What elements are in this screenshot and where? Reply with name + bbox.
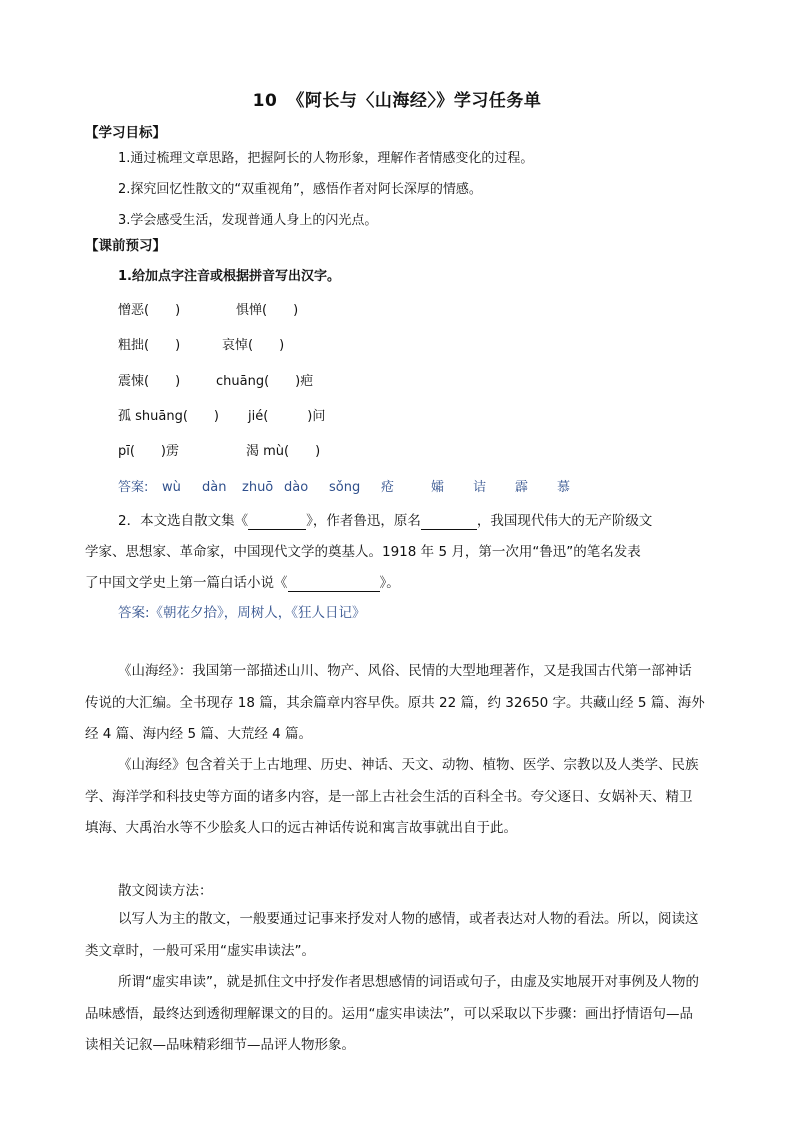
preview-heading: 【课前预习】 <box>85 238 166 254</box>
exercise-item: 孤 shuāng( ) <box>118 409 219 424</box>
lesson-number: 10 <box>252 91 278 111</box>
exercise-item: 哀悼( ) <box>222 338 285 353</box>
answer-item: 诘 <box>473 480 487 495</box>
exercise-row-2 <box>118 334 284 353</box>
answer-1 <box>118 476 570 495</box>
shanhaijing-paragraph-2: 《山海经》包含着关于上古地理、历史、神话、天文、动物、植物、医学、宗教以及人类学、民族学、海洋学和科技史等方面的诸多内容，是一部上古社会生活的百科全书。夸父逐日、女娲补天、精卫填海、大禹治水等不少脍炙人口的远古神话传说和寓言故事就出自于此。 <box>85 757 699 836</box>
answer-item: dào <box>284 480 309 495</box>
goals-heading: 【学习目标】 <box>85 125 166 141</box>
exercise-row-5 <box>118 440 320 459</box>
exercise-item: 震悚( ) <box>118 374 181 389</box>
answer-item: wù <box>162 480 181 495</box>
answer-2: 答案:《朝花夕拾》，周树人，《狂人日记》 <box>118 605 366 621</box>
question-1: 1.给加点字注音或根据拼音写出汉字。 <box>118 269 340 284</box>
method-paragraph-2: 所谓“虚实串读”，就是抓住文中抒发作者思想感情的词语或句子，由虚及实地展开对事例及人物的品味感悟，最终达到透彻理解课文的目的。运用“虚实串读法”，可以采取以下步骤：画出抒情语句—品读相关记叙—品味精彩细节—品评人物形象。 <box>85 974 699 1053</box>
method-paragraph-1: 以写人为主的散文，一般要通过记事来抒发对人物的感情，或者表达对人物的看法。所以，阅读这类文章时，一般可采用“虚实串读法”。 <box>85 911 699 959</box>
question-2-text: 》。 <box>379 575 400 591</box>
exercise-item: chuāng( )疤 <box>216 374 314 389</box>
question-2-text: 2．本文选自散文集《 <box>118 513 249 529</box>
question-2-text: 了中国文学史上第一篇白话小说《 <box>85 575 288 591</box>
blank-novel <box>288 575 380 592</box>
question-2-text: 》，作者鲁迅，原名 <box>306 513 421 529</box>
answer-item: 孀 <box>431 480 445 495</box>
answer-item: zhuō <box>242 480 274 495</box>
exercise-row-4 <box>118 405 325 424</box>
question-2-text: ，我国现代伟大的无产阶级文 <box>476 513 653 529</box>
answer-label: 答案: <box>118 480 149 495</box>
answer-item: 慕 <box>557 480 571 495</box>
page-title <box>0 86 794 111</box>
exercise-item: pī( )雳 <box>118 444 180 459</box>
answer-item: sǒng <box>329 480 361 495</box>
blank-collection <box>248 513 306 530</box>
method-heading: 散文阅读方法： <box>118 883 213 899</box>
exercise-item: jié( )问 <box>248 409 326 424</box>
goal-item-3: 3.学会感受生活，发现普通人身上的闪光点。 <box>118 213 378 228</box>
answer-item: 霹 <box>515 480 529 495</box>
question-2-line-3 <box>85 571 400 592</box>
answer-item: 疮 <box>381 480 395 495</box>
exercise-row-3 <box>118 370 313 389</box>
shanhaijing-paragraph-1: 《山海经》：我国第一部描述山川、物产、风俗、民情的大型地理著作，又是我国古代第一部神话传说的大汇编。全书现存 18 篇，其余篇章内容早佚。原共 22 篇，约 32650 字。共藏山经 5 篇、海外经 4 篇、海内经 5 篇、大荒经 4 篇。 <box>85 663 705 742</box>
exercise-item: 惧惮( ) <box>236 303 299 318</box>
exercise-row-1 <box>118 299 298 318</box>
blank-name <box>421 513 477 530</box>
answer-item: dàn <box>202 480 227 495</box>
question-2-line-1 <box>118 509 652 530</box>
exercise-item: 粗拙( ) <box>118 338 181 353</box>
lesson-title: 《阿长与〈山海经〉》学习任务单 <box>287 91 542 111</box>
question-2-line-2: 学家、思想家、革命家，中国现代文学的奠基人。1918 年 5 月，第一次用“鲁迅”的笔名发表 <box>85 544 641 560</box>
exercise-item: 憎恶( ) <box>118 303 181 318</box>
goal-item-2: 2.探究回忆性散文的“双重视角”，感悟作者对阿长深厚的情感。 <box>118 182 482 197</box>
exercise-item: 渴 mù( ) <box>246 444 321 459</box>
goal-item-1: 1.通过梳理文章思路，把握阿长的人物形象，理解作者情感变化的过程。 <box>118 151 534 166</box>
